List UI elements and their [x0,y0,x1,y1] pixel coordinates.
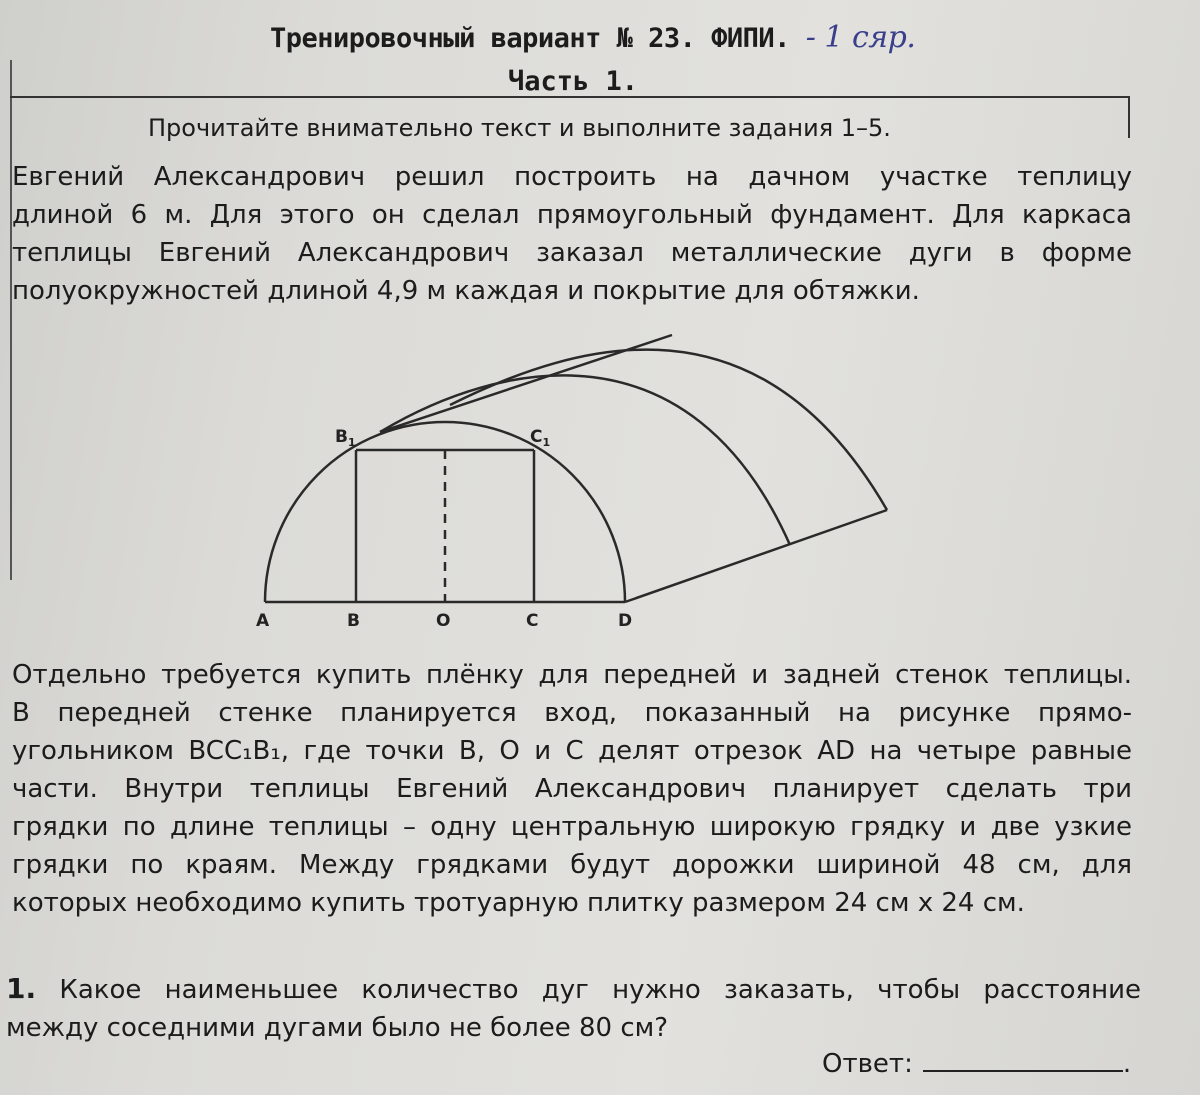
ground-line [625,510,887,602]
page-edge-line [10,60,12,580]
intro-paragraph [12,158,1132,310]
label-A: A [256,611,270,631]
middle-arch [380,375,790,545]
part-title: Часть 1. [508,66,639,97]
greenhouse-figure [240,330,910,640]
answer-blank-field[interactable] [923,1044,1123,1072]
question-line-2: между соседними дугами было не более 80 см? [6,1013,669,1043]
body-paragraph [12,656,1132,922]
back-arch [450,350,887,510]
body-line: части. Внутри теплицы Евгений Александрович планирует сделать три [12,774,1132,804]
worksheet-title [270,20,970,55]
handwritten-note: - 1 сяр. [805,20,916,55]
instruction-text: Прочитайте внимательно текст и выполните задания 1–5. [148,114,891,142]
question-line-1: Какое наименьшее количество дуг нужно заказать, чтобы расстояние [59,975,1142,1005]
answer-label: Ответ: [822,1049,913,1079]
body-line: Отдельно требуется купить плёнку для передней и задней стенок теплицы. [12,660,1132,690]
body-line: грядки по длине теплицы – одну центральную широкую грядку и две узкие [12,812,1132,842]
label-C: C [526,611,539,631]
answer-line [822,1044,1131,1079]
body-line: угольником BCC₁B₁, где точки B, O и C делят отрезок AD на четыре равные [12,736,1132,766]
label-B: B [347,611,360,631]
far-arch [500,344,887,510]
intro-line: полуокружностей длиной 4,9 м каждая и покрытие для обтяжки. [12,276,920,306]
question-1 [6,970,1141,1047]
body-line: которых необходимо купить тротуарную плитку размером 24 см х 24 см. [12,888,1025,918]
label-D: D [618,611,633,631]
body-line: грядки по краям. Между грядками будут дорожки шириной 48 см, для [12,850,1132,880]
intro-line: теплицы Евгений Александрович заказал металлические дуги в форме [12,238,1132,268]
label-C1: $C_1$ [530,427,551,449]
title-text: Тренировочный вариант № 23. ФИПИ. [270,23,790,54]
question-number: 1. [6,972,37,1005]
answer-end-dot: . [1122,1049,1132,1079]
intro-line: длиной 6 м. Для этого он сделал прямоугольный фундамент. Для каркаса [12,200,1132,230]
label-O: O [436,611,451,631]
body-line: В передней стенке планируется вход, показанный на рисунке прямо- [12,698,1132,728]
intro-line: Евгений Александрович решил построить на дачном участке теплицу [12,162,1132,192]
label-B1: $B_1$ [335,427,356,449]
